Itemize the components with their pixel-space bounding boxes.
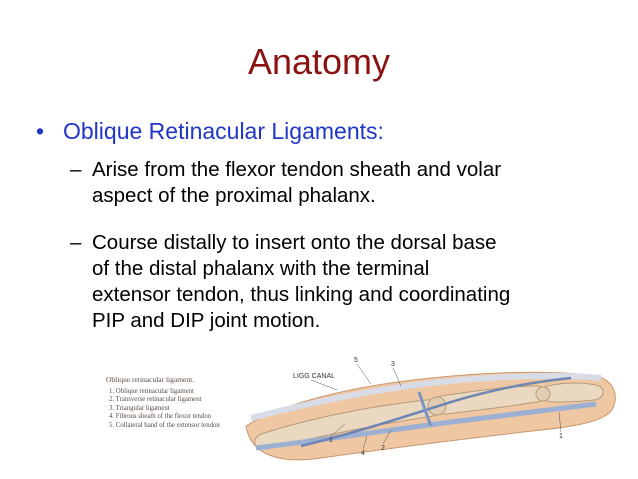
legend-item: 4. Fibrous sheath of the flexor tendon	[109, 413, 212, 421]
callout-3: 3	[391, 361, 395, 368]
figure-legend	[106, 376, 256, 431]
legend-item: 3. Triangular ligament	[109, 404, 170, 412]
sub-point-marker: –	[70, 231, 82, 254]
callout-1b: 1	[559, 433, 563, 440]
dip-joint	[536, 387, 550, 401]
bullet-marker: •	[36, 118, 45, 144]
anatomy-figure	[96, 356, 626, 469]
distal-phalanx	[542, 383, 603, 402]
callout-2: 2	[381, 445, 385, 452]
legend-item: 5. Collateral band of the extensor tendon	[109, 421, 220, 429]
callout-1: 1	[329, 437, 333, 444]
legend-item: 1. Oblique retinacular ligament	[109, 387, 194, 395]
sub-point-marker: –	[70, 158, 82, 181]
bullet-text: Oblique Retinacular Ligaments:	[63, 118, 384, 144]
legend-title: Oblique retinacular ligament.	[106, 375, 195, 384]
slide-title: Anatomy	[247, 41, 391, 82]
sub-point-text: Arise from the flexor tendon sheath and volar aspect of the proximal phalanx.	[92, 158, 502, 207]
sub-point-text: Course distally to insert onto the dorsal base of the distal phalanx with the terminal extensor tendon, thus linking and coordinating PIP and DIP joint motion.	[92, 231, 511, 332]
callout-5: 5	[354, 357, 358, 364]
legend-item: 2. Transverse retinacular ligament	[109, 396, 202, 404]
finger-illustration	[241, 356, 621, 469]
callout-4: 4	[361, 450, 365, 457]
figure-small-label: LIGG CANAL	[293, 373, 336, 380]
